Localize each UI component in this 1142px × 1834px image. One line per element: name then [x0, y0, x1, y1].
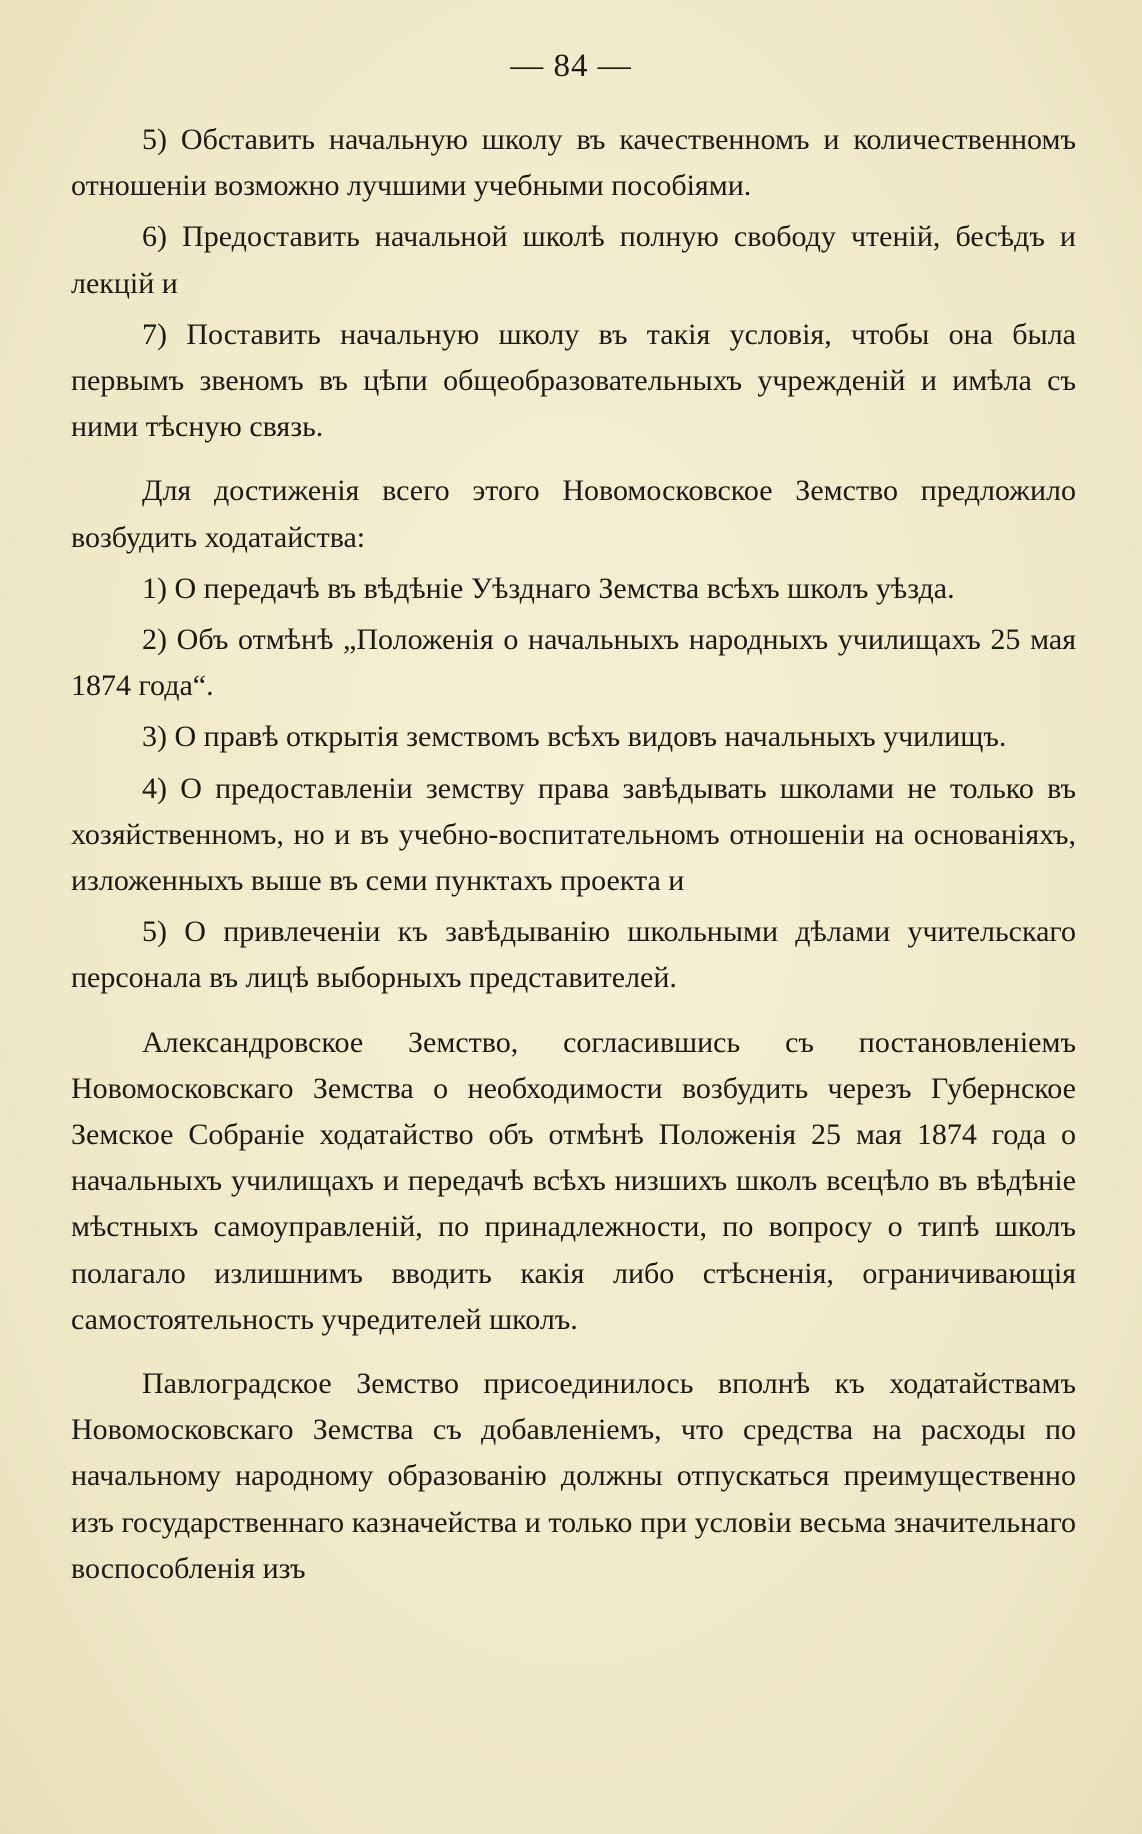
paragraph-petition-1: 1) О передачѣ въ вѣдѣніе Уѣзднаго Земства всѣхъ школъ уѣзда. — [142, 571, 955, 605]
paragraph-petition-3: 3) О правѣ открытія земствомъ всѣхъ видовъ начальныхъ училищъ. — [142, 720, 1007, 754]
paragraph-item-7-conditions: 7) Поставить начальную школу въ такія условія, чтобы она была первымъ звеномъ въ цѣпи общеобразовательныхъ учрежденій и имѣла съ ними тѣсную связь. — [71, 317, 1076, 444]
body-text — [71, 117, 1076, 1597]
paragraph-petition-4: 4) О предоставленіи земству права завѣдывать школами не только въ хозяйственномъ, но и въ учебно-воспитательномъ отношеніи на основаніяхъ, изложенныхъ выше въ семи пунктахъ проекта и — [71, 771, 1076, 898]
paragraph-pavlograd-zemstvo: Павлоградское Земство присоединилось вполнѣ къ ходатайствамъ Новомосковскаго Земства съ добавленіемъ, что средства на расходы по начальному народному образованію должны отпускаться преимущественно изъ государственнаго казначейства и только при условіи весьма значительнаго воспособленія изъ — [71, 1367, 1076, 1585]
paragraph-item-5-teaching-aids: 5) Обставить начальную школу въ качественномъ и количественномъ отношеніи возможно лучшими учебными пособіями. — [71, 123, 1076, 203]
page-number: — 84 — — [510, 48, 632, 84]
paragraph-petitions-intro: Для достиженія всего этого Новомосковское Земство предложило возбудить ходатайства: — [71, 474, 1076, 554]
paragraph-petition-2: 2) Объ отмѣнѣ „Положенія о начальныхъ народныхъ училищахъ 25 мая 1874 года“. — [71, 623, 1076, 703]
paragraph-petition-5: 5) О привлеченіи къ завѣдыванію школьными дѣлами учительскаго персонала въ лицѣ выборныхъ представителей. — [71, 915, 1076, 995]
paragraph-item-6-freedom: 6) Предоставить начальной школѣ полную свободу чтеній, бесѣдъ и лекцій и — [71, 220, 1076, 300]
paragraph-aleksandrovsk-zemstvo: Александровское Земство, согласившись съ постановленіемъ Новомосковскаго Земства о необходимости возбудить черезъ Губернское Земское Собраніе ходатайство объ отмѣнѣ Положенія 25 мая 1874 года о начальныхъ училищахъ и передачѣ всѣхъ низшихъ школъ всецѣло въ вѣдѣніе мѣстныхъ самоуправленій, по принадлежности, по вопросу о типѣ школъ полагало излишнимъ вводить какія либо стѣсненія, ограничивающія самостоятельность учредителей школъ. — [71, 1025, 1076, 1336]
